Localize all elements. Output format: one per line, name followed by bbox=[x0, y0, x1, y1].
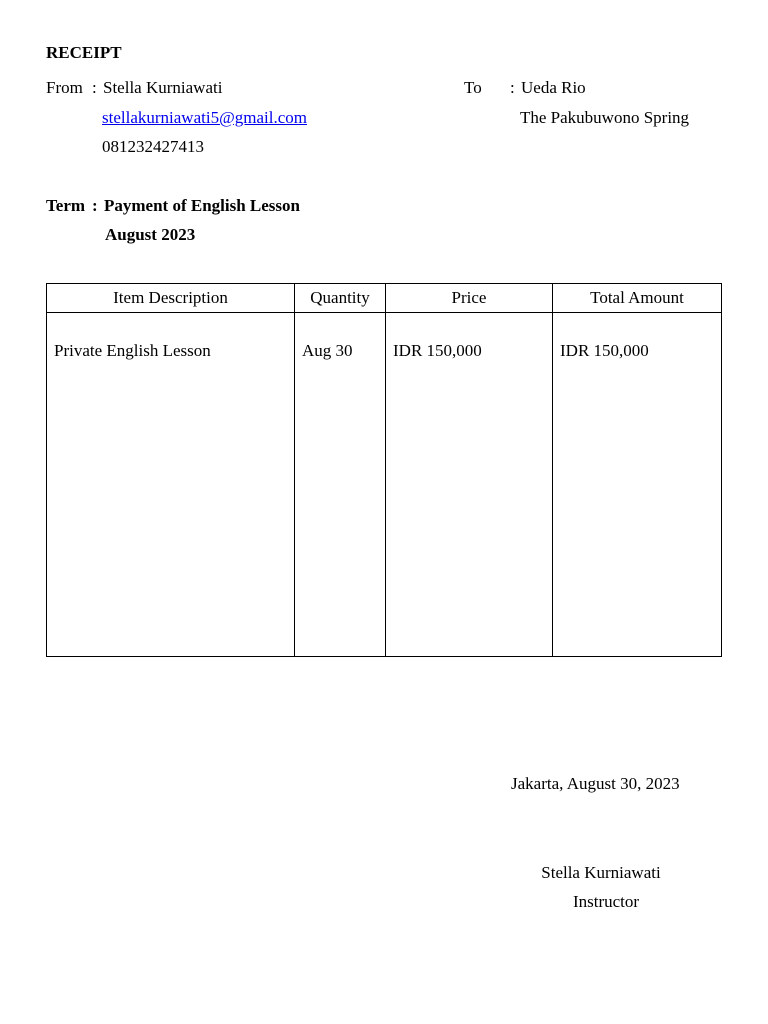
from-email-link[interactable]: stellakurniawati5@gmail.com bbox=[102, 108, 307, 127]
table-header-row bbox=[47, 284, 722, 313]
from-phone: 081232427413 bbox=[102, 137, 204, 156]
term-label: Term bbox=[46, 196, 86, 215]
cell-item-description: Private English Lesson bbox=[47, 313, 295, 657]
to-address: The Pakubuwono Spring bbox=[520, 108, 690, 127]
header-item-description: Item Description bbox=[47, 284, 295, 313]
to-separator: : bbox=[510, 78, 515, 97]
table-row bbox=[47, 313, 722, 657]
from-label: From bbox=[46, 78, 83, 97]
from-separator: : bbox=[92, 78, 97, 97]
place-date: Jakarta, August 30, 2023 bbox=[511, 774, 680, 793]
to-label: To bbox=[464, 78, 482, 97]
cell-price: IDR 150,000 bbox=[386, 313, 553, 657]
term-period: August 2023 bbox=[105, 225, 196, 244]
receipt-title: RECEIPT bbox=[46, 43, 122, 62]
header-price: Price bbox=[386, 284, 553, 313]
header-quantity: Quantity bbox=[295, 284, 386, 313]
signature-role: Instructor bbox=[572, 892, 640, 911]
to-name: Ueda Rio bbox=[521, 78, 586, 97]
header-total-amount: Total Amount bbox=[553, 284, 722, 313]
term-separator: : bbox=[92, 196, 98, 215]
cell-quantity: Aug 30 bbox=[295, 313, 386, 657]
from-name: Stella Kurniawati bbox=[103, 78, 223, 97]
items-table bbox=[46, 283, 722, 657]
term-value: Payment of English Lesson bbox=[104, 196, 300, 215]
signature-name: Stella Kurniawati bbox=[541, 863, 661, 882]
cell-total-amount: IDR 150,000 bbox=[553, 313, 722, 657]
